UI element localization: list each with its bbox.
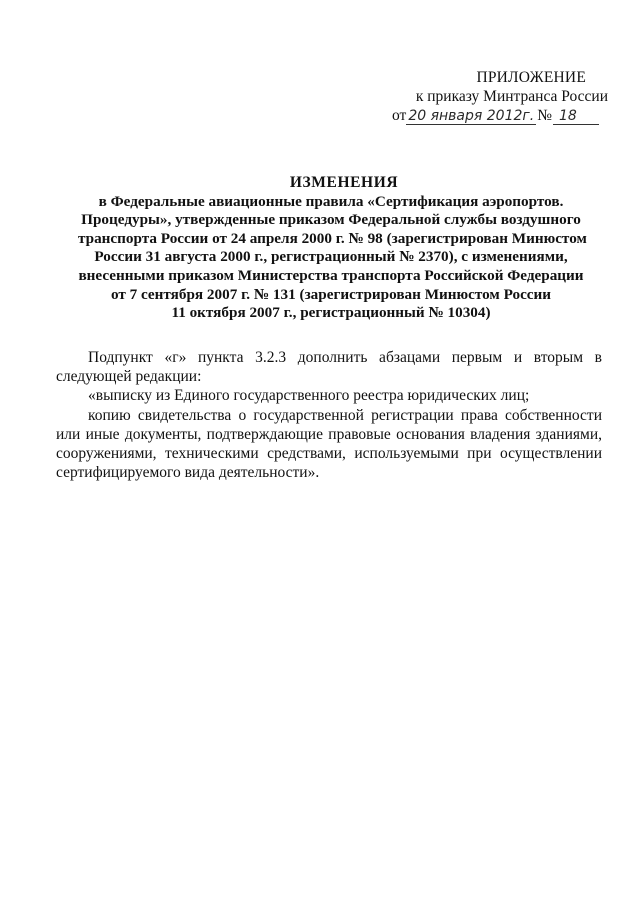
appendix-title: ПРИЛОЖЕНИЕ: [476, 69, 586, 86]
body-text: [56, 348, 602, 482]
title-line: в Федеральные авиационные правила «Сертификация аэропортов.: [98, 192, 564, 210]
appendix-header: [348, 68, 608, 125]
title-line: 11 октября 2007 г., регистрационный № 10304): [171, 304, 491, 322]
amendments-title-block: [78, 174, 587, 323]
body-paragraph: «выписку из Единого государственного реестра юридических лиц;: [88, 387, 530, 405]
date-prefix: от: [392, 107, 407, 124]
title-line: России 31 августа 2000 г., регистрационный № 2370), с изменениями,: [94, 248, 568, 266]
appendix-order-reference: к приказу Минтранса России: [415, 88, 608, 105]
handwritten-order-number: 18: [553, 108, 599, 125]
body-paragraph: копию свидетельства о государственной регистрации права собственности или иные документы, подтверждающие правовые основания владения зданиями, сооружениями, техническими средствами, используемыми при осуществлении сертифицируемого вида деятельности».: [56, 406, 602, 482]
title-line: Процедуры», утвержденные приказом Федеральной службы воздушного: [81, 211, 581, 229]
handwritten-date: 20 января 2012г.: [408, 108, 535, 124]
document-heading: ИЗМЕНЕНИЯ: [289, 174, 399, 191]
title-line: внесенными приказом Министерства транспорта Российской Федерации: [78, 266, 584, 284]
title-line: транспорта России от 24 апреля 2000 г. № 98 (зарегистрирован Минюстом: [78, 229, 587, 247]
number-sign: №: [537, 107, 552, 124]
body-paragraph: Подпункт «г» пункта 3.2.3 дополнить абзацами первым и вторым в следующей редакции:: [56, 349, 602, 386]
appendix-date-line: [348, 106, 608, 125]
title-line: от 7 сентября 2007 г. № 131 (зарегистрирован Минюстом России: [110, 285, 552, 303]
